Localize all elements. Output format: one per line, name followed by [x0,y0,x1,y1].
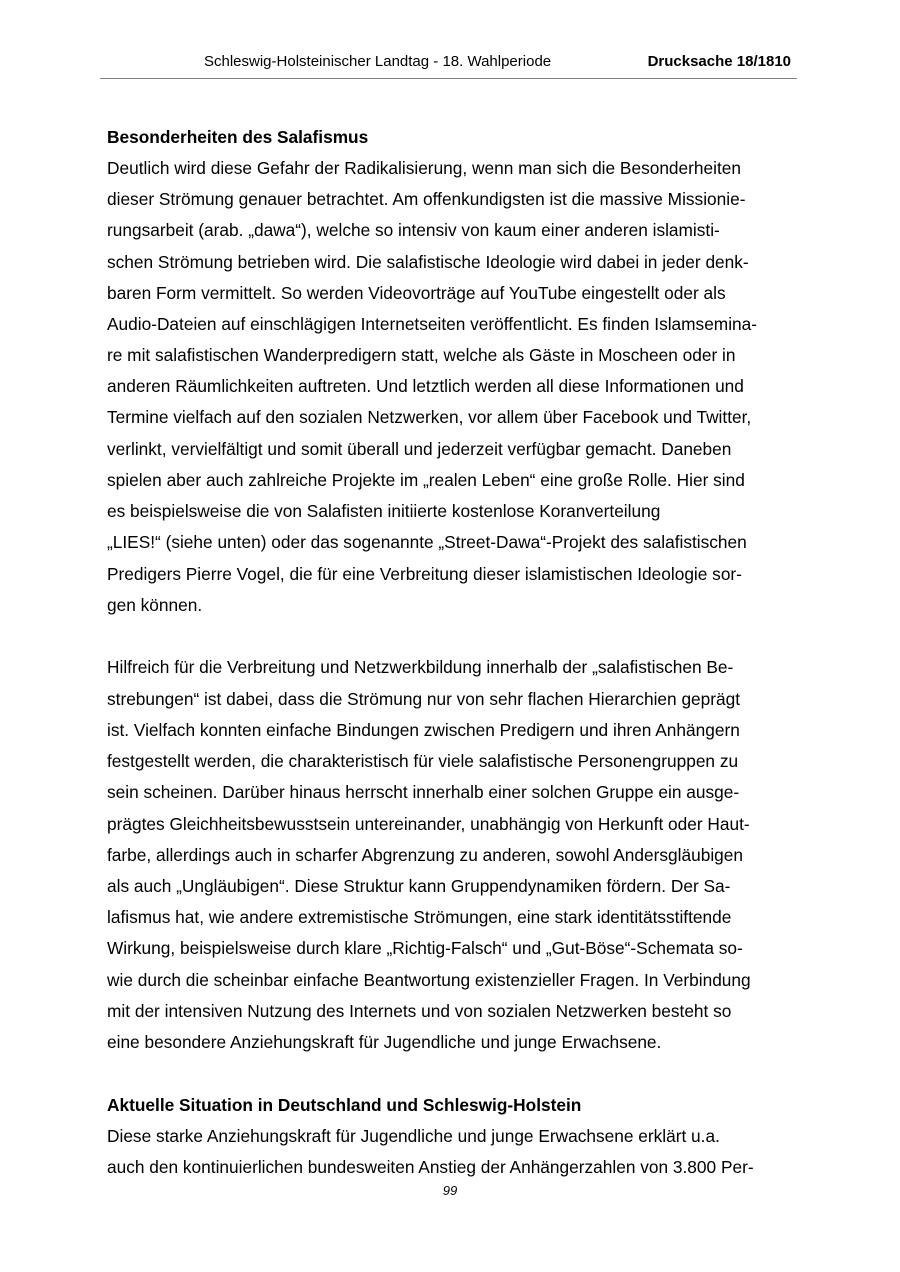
paragraph-line: strebungen“ ist dabei, dass die Strömung nur von sehr flachen Hierarchien geprägt [107,689,741,709]
paragraph-line: wie durch die scheinbar einfache Beantwortung existenzieller Fragen. In Verbindung [107,970,751,990]
paragraph-line: gen können. [107,595,203,615]
paragraph-line: Wirkung, beispielsweise durch klare „Richtig-Falsch“ und „Gut-Böse“-Schemata so- [107,938,743,958]
paragraph-line: verlinkt, vervielfältigt und somit überall und jederzeit verfügbar gemacht. Daneben [107,439,732,459]
paragraph-line: mit der intensiven Nutzung des Internets und von sozialen Netzwerken besteht so [107,1001,732,1021]
paragraph-line: farbe, allerdings auch in scharfer Abgrenzung zu anderen, sowohl Andersgläubigen [107,845,743,865]
paragraph-line: es beispielsweise die von Salafisten initiierte kostenlose Koranverteilung [107,501,661,521]
paragraph-line: rungsarbeit (arab. „dawa“), welche so intensiv von kaum einer anderen islamisti- [107,220,720,240]
paragraph-line: Audio-Dateien auf einschlägigen Internetseiten veröffentlicht. Es finden Islamsemina- [107,314,758,334]
paragraph-line: Deutlich wird diese Gefahr der Radikalisierung, wenn man sich die Besonderheiten [107,158,741,178]
paragraph-line: ist. Vielfach konnten einfache Bindungen zwischen Predigern und ihren Anhängern [107,720,740,740]
paragraph-line: Predigers Pierre Vogel, die für eine Verbreitung dieser islamistischen Ideologie sor- [107,564,742,584]
paragraph-line: prägtes Gleichheitsbewusstsein untereinander, unabhängig von Herkunft oder Haut- [107,814,750,834]
paragraph-line: Hilfreich für die Verbreitung und Netzwerkbildung innerhalb der „salafistischen Be- [107,657,734,677]
paragraph-line: lafismus hat, wie andere extremistische Strömungen, eine stark identitätsstiftende [107,907,732,927]
paragraph-line: „LIES!“ (siehe unten) oder das sogenannte „Street-Dawa“-Projekt des salafistischen [107,532,747,552]
header-doc-number: Drucksache 18/1810 [647,53,791,70]
paragraph-line: spielen aber auch zahlreiche Projekte im „realen Leben“ eine große Rolle. Hier sind [107,470,745,490]
paragraph-line: Diese starke Anziehungskraft für Jugendliche und junge Erwachsene erklärt u.a. [107,1126,720,1146]
paragraph-line: anderen Räumlichkeiten auftreten. Und letztlich werden all diese Informationen und [107,376,744,396]
section-heading-besonderheiten: Besonderheiten des Salafismus [107,127,369,147]
page-number: 99 [442,1183,458,1198]
paragraph-line: schen Strömung betrieben wird. Die salafistische Ideologie wird dabei in jeder denk- [107,252,749,272]
paragraph-line: baren Form vermittelt. So werden Videovorträge auf YouTube eingestellt oder als [107,283,726,303]
paragraph-line: dieser Strömung genauer betrachtet. Am offenkundigsten ist die massive Missionie- [107,189,746,209]
paragraph-line: re mit salafistischen Wanderpredigern statt, welche als Gäste in Moscheen oder in [107,345,736,365]
paragraph-line: eine besondere Anziehungskraft für Jugendliche und junge Erwachsene. [107,1032,662,1052]
section-heading-aktuelle-situation: Aktuelle Situation in Deutschland und Schleswig-Holstein [107,1095,582,1115]
paragraph-line: festgestellt werden, die charakteristisch für viele salafistische Personengruppen zu [107,751,739,771]
paragraph-line: sein scheinen. Darüber hinaus herrscht innerhalb einer solchen Gruppe ein ausge- [107,782,740,802]
header-title: Schleswig-Holsteinischer Landtag - 18. Wahlperiode [204,53,552,70]
paragraph-line: auch den kontinuierlichen bundesweiten Anstieg der Anhängerzahlen von 3.800 Per- [107,1157,754,1177]
page-header [100,52,797,79]
paragraph-line: Termine vielfach auf den sozialen Netzwerken, vor allem über Facebook und Twitter, [107,407,752,427]
paragraph-line: als auch „Ungläubigen“. Diese Struktur kann Gruppendynamiken fördern. Der Sa- [107,876,731,896]
